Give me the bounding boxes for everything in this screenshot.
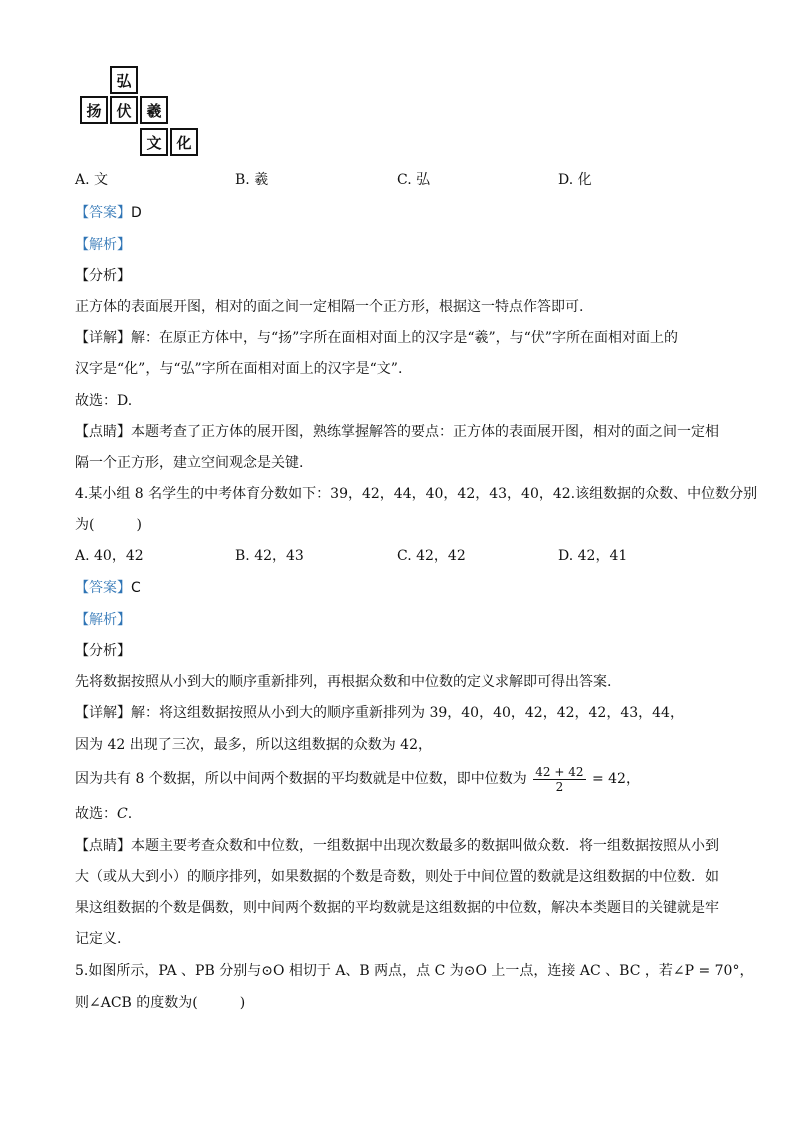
q4-detail-3-result: = 42，	[591, 771, 640, 787]
q4-jiexi-tag: 【解析】	[75, 612, 131, 628]
q5-stem-line-1: 5.如图所示，PA 、PB 分别与⊙O 相切于 A、B 两点，点 C 为⊙O 上一点，连接 AC 、BC ，若∠P = 70°，	[75, 963, 754, 979]
q4-option-a: A. 40，42	[75, 548, 144, 564]
fraction-denominator: 2	[555, 779, 564, 794]
q4-analysis: 先将数据按照从小到大的顺序重新排列，再根据众数和中位数的定义求解即可得出答案.	[75, 674, 612, 690]
q3-option-b: B. 羲	[235, 172, 269, 188]
cube-net-cell: 扬	[80, 96, 108, 124]
choice-letter: C	[117, 806, 128, 822]
cube-net-figure	[80, 66, 200, 158]
q4-detail-line-1: 【详解】解：将这组数据按照从小到大的顺序重新排列为 39，40，40，42，42，42，43，44，	[75, 705, 684, 721]
q3-choice: 故选：D.	[75, 393, 133, 409]
q4-option-d: D. 42，41	[558, 548, 628, 564]
cube-net-cell: 化	[170, 128, 198, 156]
median-fraction	[533, 765, 585, 794]
q4-stem-line-2: 为( )	[75, 517, 142, 533]
q3-option-d: D. 化	[558, 172, 592, 188]
q5-stem-line-2: 则∠ACB 的度数为( )	[75, 995, 246, 1011]
cube-net-cell: 弘	[110, 66, 138, 94]
cube-net-cell: 羲	[140, 96, 168, 124]
answer-tag: 【答案】	[75, 205, 131, 221]
q3-answer-line	[75, 203, 142, 223]
q4-detail-3-text: 因为共有 8 个数据，所以中间两个数据的平均数就是中位数，即中位数为	[75, 771, 527, 787]
q3-analysis: 正方体的表面展开图，相对的面之间一定相隔一个正方形，根据这一特点作答即可.	[75, 299, 584, 315]
choice-prefix: 故选：	[75, 806, 117, 822]
q3-jiexi-tag: 【解析】	[75, 237, 131, 253]
q4-comment-line-1: 【点睛】本题主要考查众数和中位数，一组数据中出现次数最多的数据叫做众数．将一组数据按照从小到	[75, 838, 719, 854]
q3-comment-line-1: 【点睛】本题考查了正方体的展开图，熟练掌握解答的要点：正方体的表面展开图，相对的面之间一定相	[75, 424, 719, 440]
q4-option-b: B. 42，43	[235, 548, 304, 564]
q3-fenxi-tag: 【分析】	[75, 268, 131, 284]
q4-comment-line-2: 大（或从大到小）的顺序排列，如果数据的个数是奇数，则处于中间位置的数就是这组数据的中位数．如	[75, 869, 719, 885]
q4-choice	[75, 804, 132, 824]
answer-value: D	[131, 205, 142, 221]
fraction-numerator: 42 + 42	[535, 764, 584, 779]
cube-net-cell: 文	[140, 128, 168, 156]
q4-stem-line-1: 4.某小组 8 名学生的中考体育分数如下：39，42，44，40，42，43，40，42.该组数据的众数、中位数分别	[75, 486, 758, 502]
q3-option-a: A. 文	[75, 172, 109, 188]
q4-detail-line-3	[75, 762, 640, 796]
q3-detail-line-2: 汉字是“化”，与“弘”字所在面相对面上的汉字是“文”.	[75, 361, 403, 377]
q4-comment-line-4: 记定义.	[75, 931, 122, 947]
q4-option-c: C. 42，42	[397, 548, 466, 564]
answer-tag: 【答案】	[75, 580, 131, 596]
q3-detail-line-1: 【详解】解：在原正方体中，与“扬”字所在面相对面上的汉字是“羲”，与“伏”字所在面相对面上的	[75, 330, 678, 346]
answer-value: C	[131, 580, 141, 596]
q3-comment-line-2: 隔一个正方形，建立空间观念是关键.	[75, 455, 304, 471]
q4-answer-line	[75, 578, 141, 598]
cube-net-cell: 伏	[110, 96, 138, 124]
q4-fenxi-tag: 【分析】	[75, 643, 131, 659]
q4-comment-line-3: 果这组数据的个数是偶数，则中间两个数据的平均数就是这组数据的中位数，解决本类题目的关键就是牢	[75, 900, 719, 916]
choice-suffix: .	[127, 806, 133, 822]
q3-option-c: C. 弘	[397, 172, 431, 188]
q4-detail-line-2: 因为 42 出现了三次，最多，所以这组数据的众数为 42，	[75, 737, 432, 753]
